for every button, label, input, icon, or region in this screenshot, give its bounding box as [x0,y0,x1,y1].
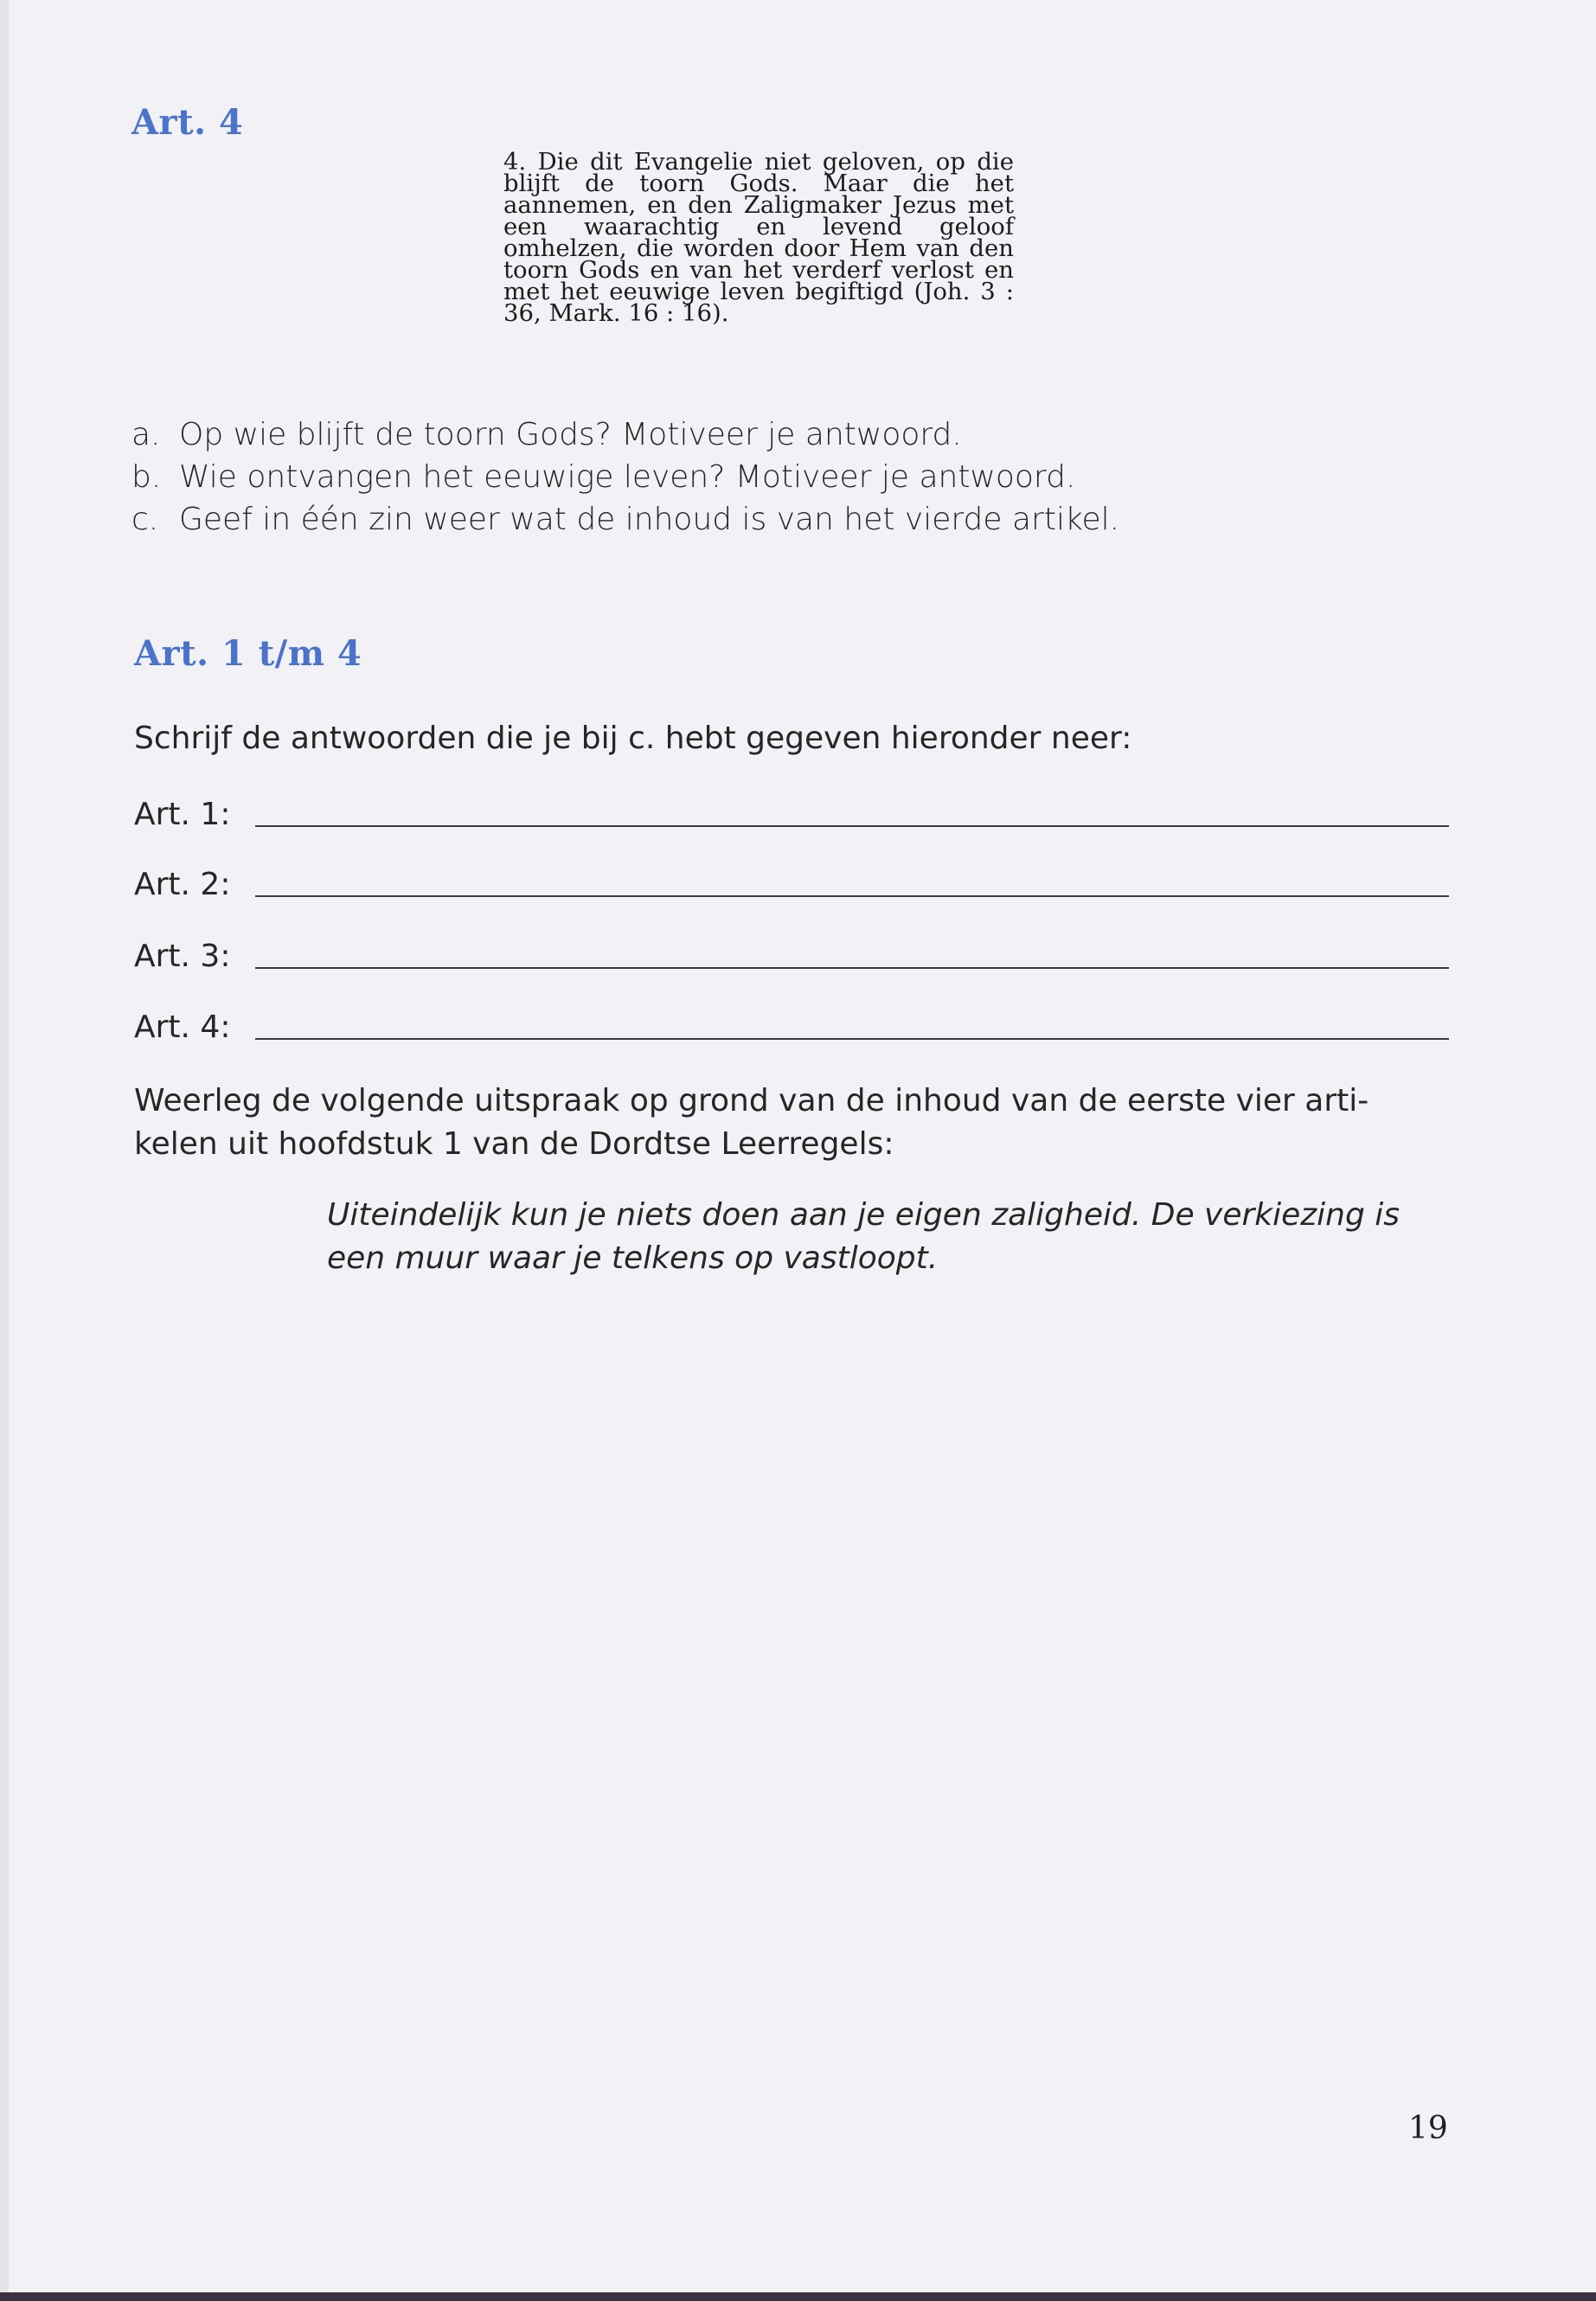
answer-label: Art. 1: [134,797,231,832]
answer-label: Art. 4: [134,1009,231,1045]
heading-art-4: Art. 4 [131,102,244,143]
question-a [131,413,1429,456]
question-text: Op wie blijft de toorn Gods? Motiveer je antwoord. [179,417,962,452]
refute-instruction: Weerleg de volgende uitspraak op grond van de inhoud van de eerste vier artikelen uit hoofdstuk 1 van de Dordtse Leerregels: [134,1083,1369,1162]
answer-label: Art. 2: [134,867,231,902]
page-number: 19 [1408,2111,1448,2146]
question-text: Geef in één zin weer wat de inhoud is van het vierde artikel. [179,502,1120,537]
answer-row-art-4 [134,1002,1449,1045]
question-list [131,413,1429,541]
page-edge [0,0,9,2301]
answer-label: Art. 3: [134,939,231,974]
article-4-quote: 4. Die dit Evangelie niet geloven, op die blijft de toorn Gods. Maar die het aannemen, en den Zaligmaker Jezus met een waarachtig en levend geloof omhelzen, die worden door Hem van den toorn Gods en van het verderf verlost en met het eeuwige leven begiftigd (Joh. 3 : 36, Mark. 16 : 16). [503,148,1014,327]
heading-art-1-to-4: Art. 1 t/m 4 [134,633,362,674]
bottom-scan-edge [0,2292,1596,2301]
answer-line-art-1[interactable] [255,825,1449,827]
statement-quote: Uiteindelijk kun je niets doen aan je eigen zaligheid. De verkiezing is een muur waar je telkens op vastloopt. [327,1197,1401,1276]
answer-row-art-1 [134,789,1449,832]
question-c [131,498,1429,541]
answer-line-art-3[interactable] [255,967,1449,969]
answer-line-art-2[interactable] [255,895,1449,897]
summary-instruction: Schrijf de antwoorden die je bij c. hebt gegeven hieronder neer: [134,721,1132,756]
answer-line-art-4[interactable] [255,1038,1449,1040]
question-letter: b. [131,459,162,495]
question-letter: a. [131,417,161,452]
question-text: Wie ontvangen het eeuwige leven? Motiveer je antwoord. [179,459,1076,495]
question-letter: c. [131,502,159,537]
answer-row-art-3 [134,931,1449,974]
question-b [131,456,1429,498]
answer-row-art-2 [134,859,1449,902]
